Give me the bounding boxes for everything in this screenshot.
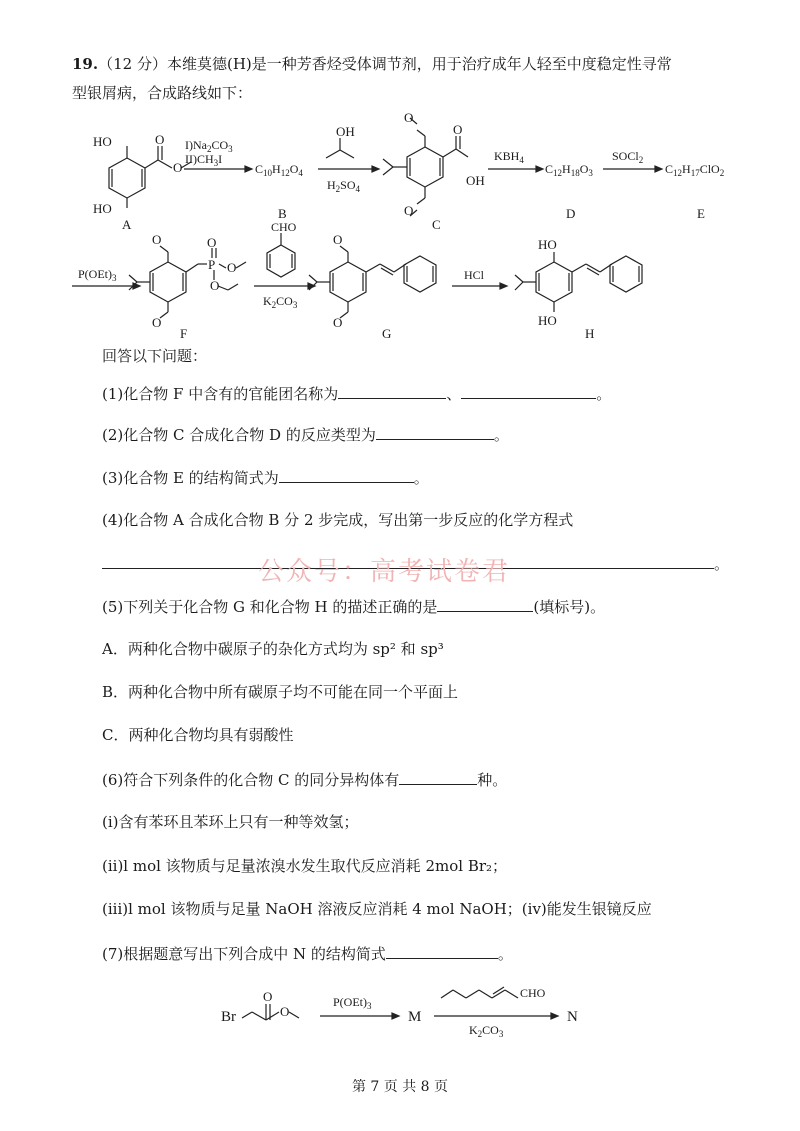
reagent-ab-1: $I)Na_2CO_3$ bbox=[185, 138, 233, 154]
answer-blank-q1-1[interactable] bbox=[338, 382, 446, 399]
ring-c bbox=[407, 147, 443, 187]
compound-label-e: E bbox=[697, 206, 705, 221]
reagent-cd: $KBH_4$ bbox=[494, 149, 524, 165]
compound-label-f: F bbox=[180, 326, 188, 341]
scheme2-reagent1: $P(OEt)_3$ bbox=[333, 995, 372, 1011]
label-f-p: P bbox=[208, 257, 216, 272]
subquestion-7: (7)根据题意写出下列合成中 N 的结构简式 。 bbox=[102, 942, 513, 965]
compound-label-d: D bbox=[566, 206, 576, 221]
answer-blank-q7[interactable] bbox=[386, 942, 498, 959]
condition-6i: (i)含有苯环且苯环上只有一种等效氢； bbox=[102, 813, 359, 831]
page-footer: 第 7 页 共 8 页 bbox=[351, 1079, 449, 1095]
label-c-carbonyl-o: O bbox=[453, 122, 463, 137]
answer-blank-q5[interactable] bbox=[437, 595, 533, 612]
option-5b: B．两种化合物中所有碳原子均不可能在同一个平面上 bbox=[102, 683, 459, 701]
compound-label-h: H bbox=[585, 326, 595, 341]
answer-blank-q1-2[interactable] bbox=[461, 382, 596, 399]
label-f-o-top: O bbox=[152, 232, 162, 247]
label-f-o-bottom: O bbox=[152, 315, 162, 330]
label-f-p-o: O bbox=[207, 235, 217, 250]
reagent-gh: HCl bbox=[464, 268, 485, 282]
label-c-oh: OH bbox=[466, 173, 485, 188]
subquestion-3: (3)化合物 E 的结构简式为 。 bbox=[102, 466, 429, 489]
question-number: 19. bbox=[72, 55, 99, 73]
option-5a: A．两种化合物中碳原子的杂化方式均为 sp² 和 sp³ bbox=[102, 640, 444, 658]
reagent-fg-bottom: $K_2CO_3$ bbox=[263, 294, 298, 310]
scheme2-carbonyl-o: O bbox=[263, 989, 273, 1004]
label-a-carbonyl-o: O bbox=[155, 132, 165, 147]
label-ipa-oh: OH bbox=[336, 124, 355, 139]
reagent-bc-bottom: $H_2SO_4$ bbox=[327, 178, 361, 194]
reagent-ef: $P(OEt)_3$ bbox=[78, 267, 117, 283]
reagent-de: SOCl$_2$ bbox=[612, 149, 644, 165]
ring-a bbox=[109, 158, 145, 198]
watermark: 公众号：高考试卷君 bbox=[258, 557, 511, 587]
label-h-ho-bottom: HO bbox=[538, 313, 557, 328]
subquestion-4-answer-line: 。 bbox=[102, 552, 729, 575]
subquestion-1: (1)化合物 F 中含有的官能团名称为 、 。 bbox=[102, 382, 611, 405]
label-c-o-top: O bbox=[404, 110, 414, 125]
label-h-ho-top: HO bbox=[538, 237, 557, 252]
label-g-o-top: O bbox=[333, 232, 343, 247]
label-f-o-lower: O bbox=[210, 278, 220, 293]
label-g-o-bottom: O bbox=[333, 315, 343, 330]
label-a-ho-top: HO bbox=[93, 134, 112, 149]
answer-prompt: 回答以下问题： bbox=[102, 347, 208, 365]
scheme2-reagent2-bottom: $K_2CO_3$ bbox=[469, 1023, 504, 1039]
question-intro-line1: （12 分）本维莫德(H)是一种芳香烃受体调节剂，用于治疗成年人轻至中度稳定性寻常 bbox=[98, 55, 672, 73]
scheme2-cho: CHO bbox=[520, 986, 546, 1000]
compound-label-g: G bbox=[382, 326, 392, 341]
formula-b: $C_{10}H_{12}O_4$ bbox=[255, 162, 303, 178]
condition-6iii: (iii)l mol 该物质与足量 NaOH 溶液反应消耗 4 mol NaOH；(iv)能发生银镜反应 bbox=[102, 900, 652, 918]
condition-6ii: (ii)l mol 该物质与足量浓溴水发生取代反应消耗 2mol Br₂； bbox=[102, 857, 508, 875]
subquestion-5: (5)下列关于化合物 G 和化合物 H 的描述正确的是 (填标号)。 bbox=[102, 595, 605, 618]
question-intro-line2: 型银屑病，合成路线如下： bbox=[72, 84, 253, 102]
scheme2-m: M bbox=[408, 1009, 422, 1025]
compound-label-a: A bbox=[122, 217, 132, 232]
ring-h bbox=[536, 262, 572, 302]
answer-blank-q3[interactable] bbox=[279, 466, 414, 483]
compound-label-b: B bbox=[278, 206, 287, 221]
reagent-ab-2: $II)CH_3I$ bbox=[185, 152, 223, 168]
formula-d: $C_{12}H_{18}O_3$ bbox=[545, 162, 593, 178]
answer-blank-q2[interactable] bbox=[376, 423, 494, 440]
subquestion-2: (2)化合物 C 合成化合物 D 的反应类型为 。 bbox=[102, 423, 509, 446]
option-5c: C．两种化合物均具有弱酸性 bbox=[102, 726, 294, 744]
label-f-o-right: O bbox=[227, 260, 237, 275]
formula-e: $C_{12}H_{17}ClO_2$ bbox=[665, 162, 725, 178]
answer-blank-q6[interactable] bbox=[399, 768, 477, 785]
subquestion-4: (4)化合物 A 合成化合物 B 分 2 步完成，写出第一步反应的化学方程式 bbox=[102, 511, 574, 529]
scheme2-br: Br bbox=[221, 1009, 236, 1025]
scheme2-n: N bbox=[567, 1009, 578, 1025]
ring-g bbox=[330, 262, 366, 302]
scheme2-ester-o: O bbox=[280, 1004, 290, 1019]
ring-f bbox=[150, 262, 186, 302]
compound-label-c: C bbox=[432, 217, 441, 232]
label-a-ester-o: O bbox=[173, 160, 183, 175]
reagent-fg-top: CHO bbox=[271, 220, 297, 234]
label-a-ho-bottom: HO bbox=[93, 201, 112, 216]
label-c-o-bottom: O bbox=[404, 203, 414, 218]
subquestion-6: (6)符合下列条件的化合物 C 的同分异构体有 种。 bbox=[102, 768, 507, 791]
